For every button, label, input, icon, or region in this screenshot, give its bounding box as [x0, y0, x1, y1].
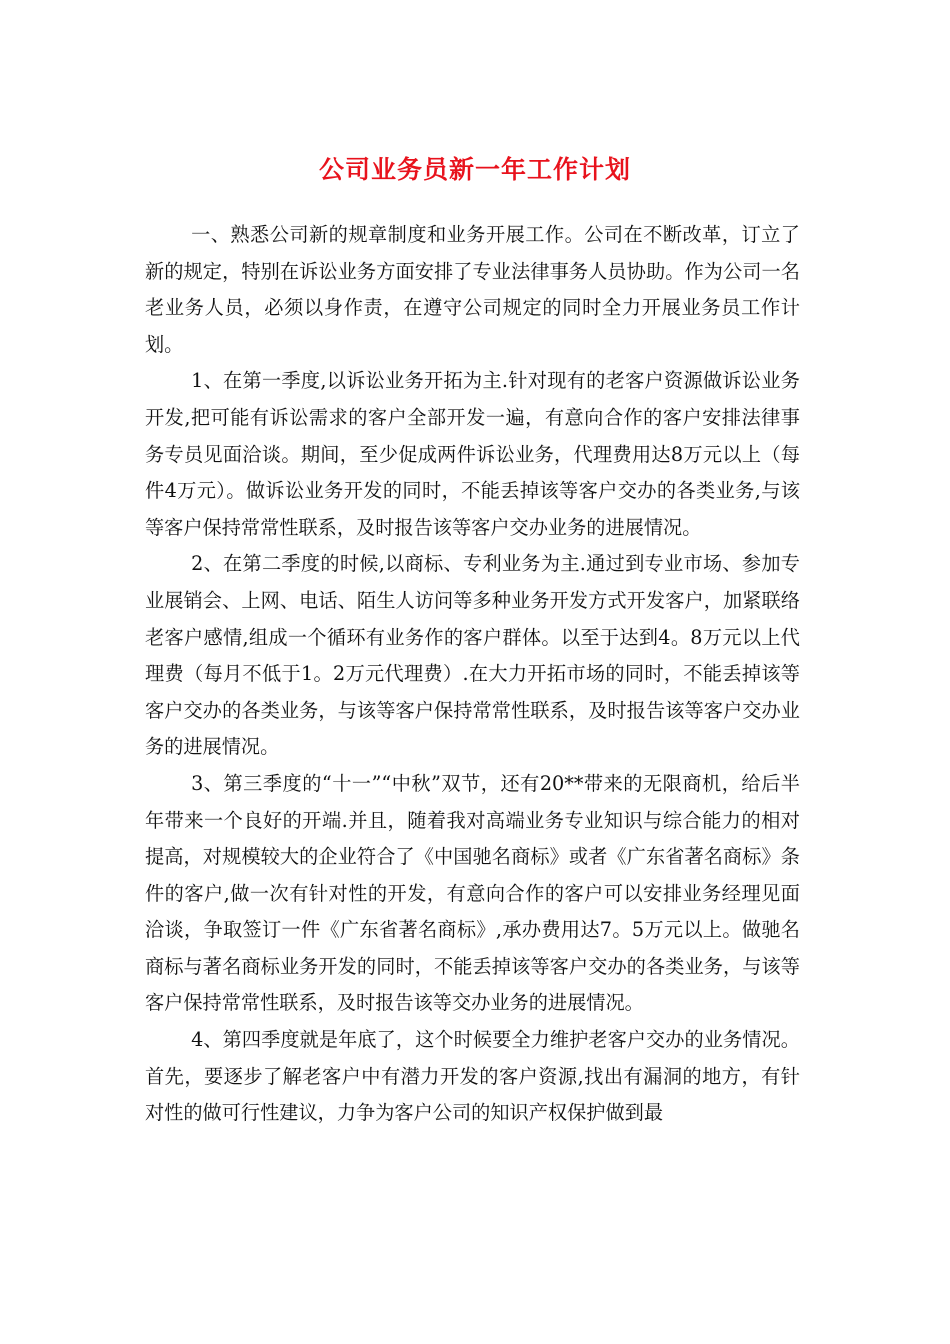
paragraph-quarter-three: 3、第三季度的“十一”“中秋”双节，还有20**带来的无限商机，给后半年带来一个良好的开端.并且，随着我对高端业务专业知识与综合能力的相对提高，对规模较大的企业符合了《中国驰名商标》或者《广东省著名商标》条件的客户,做一次有针对性的开发，有意向合作的客户可以安排业务经理见面洽谈，争取签订一件《广东省著名商标》,承办费用达7。5万元以上。做驰名商标与著名商标业务开发的同时，不能丢掉该等客户交办的各类业务，与该等客户保持常常性联系，及时报告该等交办业务的进展情况。 — [145, 771, 800, 1015]
paragraph-quarter-four: 4、第四季度就是年底了，这个时候要全力维护老客户交办的业务情况。首先，要逐步了解老客户中有潜力开发的客户资源,找出有漏洞的地方，有针对性的做可行性建议，力争为客户公司的知识产权保护做到最 — [145, 1028, 800, 1125]
document-body — [145, 217, 800, 1132]
document-title: 公司业务员新一年工作计划 — [318, 155, 631, 184]
paragraph-section-one: 一、熟悉公司新的规章制度和业务开展工作。公司在不断改革，订立了新的规定，特别在诉讼业务方面安排了专业法律事务人员协助。作为公司一名老业务人员，必须以身作责，在遵守公司规定的同时全力开展业务员工作计划。 — [145, 223, 800, 356]
paragraph-quarter-one: 1、在第一季度,以诉讼业务开拓为主.针对现有的老客户资源做诉讼业务开发,把可能有诉讼需求的客户全部开发一遍，有意向合作的客户安排法律事务专员见面洽谈。期间，至少促成两件诉讼业务，代理费用达8万元以上（每件4万元）。做诉讼业务开发的同时，不能丢掉该等客户交办的各类业务,与该等客户保持常常性联系，及时报告该等客户交办业务的进展情况。 — [145, 369, 800, 539]
paragraph-quarter-two: 2、在第二季度的时候,以商标、专利业务为主.通过到专业市场、参加专业展销会、上网、电话、陌生人访问等多种业务开发方式开发客户，加紧联络老客户感情,组成一个循环有业务作的客户群体。以至于达到4。8万元以上代理费（每月不低于1。2万元代理费）.在大力开拓市场的同时，不能丢掉该等客户交办的各类业务，与该等客户保持常常性联系，及时报告该等客户交办业务的进展情况。 — [145, 552, 800, 759]
